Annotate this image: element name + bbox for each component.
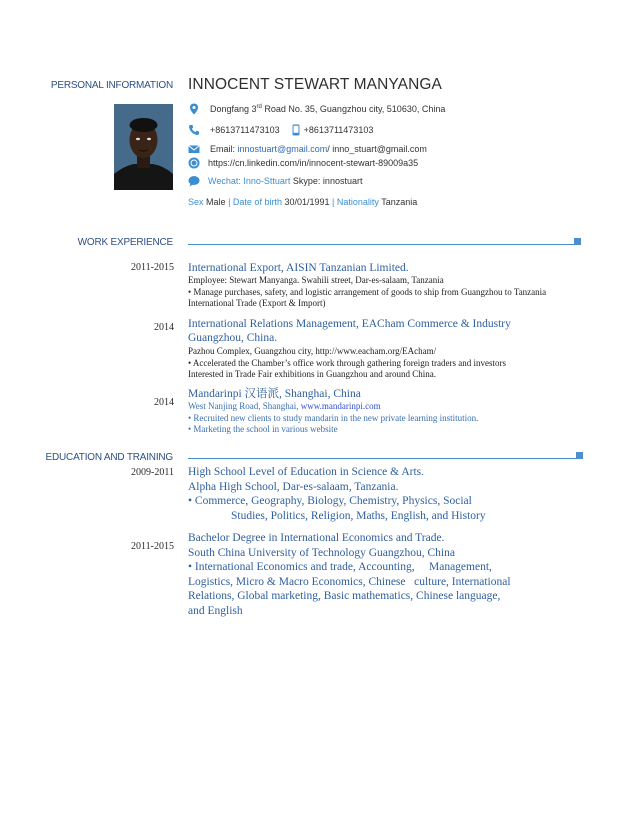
education-line: Alpha High School, Dar-es-salaam, Tanzania.	[188, 480, 399, 493]
dob-value: 30/01/1991	[284, 197, 330, 207]
entry-line: West Nanjing Road, Shanghai, www.mandarinpi.com	[188, 401, 381, 411]
entry-line: Interested in Trade Fair exhibitions in Guangzhou and around China.	[188, 369, 436, 379]
phone-number-1[interactable]: +8613711473103	[210, 125, 280, 135]
separator: |	[228, 197, 231, 207]
person-name: INNOCENT STEWART MANYANGA	[188, 76, 442, 93]
entry-title-cont: Guangzhou, China.	[188, 332, 278, 344]
website-link[interactable]: www.mandarinpi.com	[300, 401, 381, 411]
entry-date: 2014	[154, 322, 174, 333]
linkedin-url[interactable]: https://cn.linkedin.com/in/innocent-stewart-89009a35	[208, 158, 419, 168]
education-entry	[188, 465, 486, 523]
section-label-work: WORK EXPERIENCE	[77, 237, 173, 248]
personal-details-row	[188, 197, 417, 207]
skype-id: Skype: innostuart	[292, 176, 363, 186]
entry-line: • Recruited new clients to study mandarin in the new private learning institution.	[188, 412, 479, 423]
email-alt: / inno_stuart@gmail.com	[327, 144, 427, 154]
entry-date: 2014	[154, 397, 174, 408]
sex-value: Male	[206, 197, 226, 207]
profile-photo	[114, 104, 173, 190]
email-link[interactable]: innostuart@gmail.com	[237, 144, 328, 154]
section-marker	[576, 452, 583, 459]
entry-date: 2011-2015	[131, 541, 174, 552]
section-divider	[188, 458, 577, 459]
entry-title: International Export, AISIN Tanzanian Limited.	[188, 262, 409, 274]
wechat-label: Wechat:	[208, 176, 241, 186]
entry-date: 2009-2011	[131, 467, 174, 478]
location-pin-icon	[188, 103, 200, 115]
email-row	[188, 143, 427, 155]
nationality-label: Nationality	[336, 197, 379, 207]
chat-bubble-icon	[188, 175, 200, 187]
education-line: South China University of Technology Guangzhou, China	[188, 546, 455, 559]
education-line: Relations, Global marketing, Basic mathematics, Chinese language,	[188, 590, 501, 602]
education-line: and English	[188, 604, 243, 617]
work-entry	[188, 317, 511, 381]
email-label: Email:	[210, 144, 236, 154]
section-divider	[188, 244, 574, 245]
nationality-value: Tanzania	[381, 197, 418, 207]
wechat-id: Inno-Sttuart	[243, 176, 291, 186]
entry-date: 2011-2015	[131, 262, 174, 273]
linkedin-row	[188, 157, 418, 169]
section-label-education: EDUCATION AND TRAINING	[45, 452, 173, 463]
education-line: Studies, Politics, Religion, Maths, English, and History	[231, 509, 486, 522]
linkedin-icon	[188, 157, 200, 169]
dob-label: Date of birth	[232, 197, 282, 207]
entry-line: Pazhou Complex, Guangzhou city, http://www.eacham.org/EAcham/	[188, 346, 437, 356]
email-icon	[188, 143, 200, 155]
entry-line: • Manage purchases, safety, and logistic arrangement of goods to ship from Guangzhou to Tanzania	[188, 286, 547, 297]
entry-line: • Marketing the school in various website	[188, 424, 338, 434]
section-marker	[574, 238, 581, 245]
entry-title: Mandarinpi 汉语派, Shanghai, China	[188, 388, 361, 400]
address-text: Dongfang 3rd Road No. 35, Guangzhou city, 510630, China	[210, 104, 446, 114]
education-line: Logistics, Micro & Macro Economics, Chinese culture, International	[188, 575, 511, 588]
entry-title: International Relations Management, EACham Commerce & Industry	[188, 318, 511, 330]
education-line: • Commerce, Geography, Biology, Chemistry, Physics, Social	[188, 495, 472, 507]
education-line: Bachelor Degree in International Economics and Trade.	[188, 532, 445, 544]
address-row	[188, 103, 445, 115]
entry-line: Employee: Stewart Manyanga. Swahili street, Dar-es-salaam, Tanzania	[188, 275, 444, 285]
work-entry	[188, 261, 546, 310]
education-line: High School Level of Education in Science & Arts.	[188, 466, 425, 478]
education-line: • International Economics and trade, Accounting, Management,	[188, 561, 492, 573]
messaging-row	[188, 175, 362, 187]
sex-label: Sex	[188, 197, 204, 207]
section-label-personal: PERSONAL INFORMATION	[50, 80, 173, 91]
phone-row	[188, 124, 373, 136]
mobile-phone-icon	[292, 124, 300, 136]
separator: |	[332, 197, 335, 207]
entry-line: International Trade (Export & Import)	[188, 298, 326, 308]
entry-line: • Accelerated the Chamber’s office work through gathering foreign traders and investors	[188, 357, 506, 368]
work-entry	[188, 387, 478, 436]
phone-number-2[interactable]: +8613711473103	[303, 125, 374, 135]
phone-icon	[188, 124, 200, 136]
education-entry	[188, 531, 511, 618]
